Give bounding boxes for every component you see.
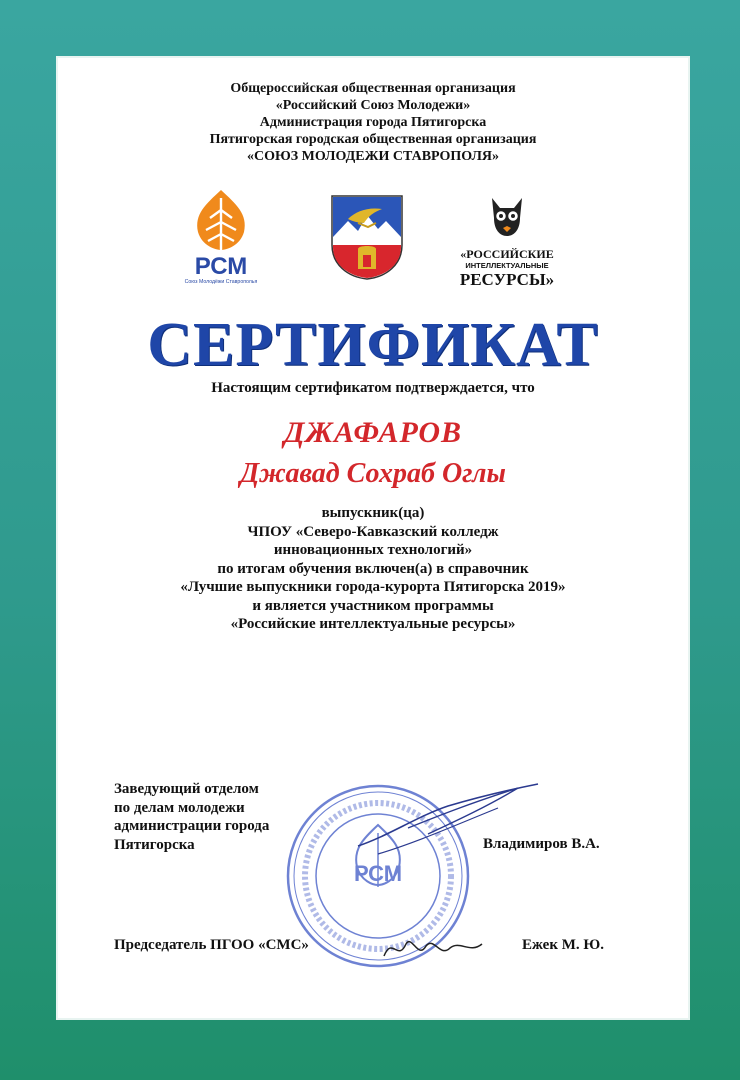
signatory-title-line: администрации города [114, 818, 270, 834]
ri-line1: «РОССИЙСКИЕ [460, 247, 554, 261]
certificate-body [58, 504, 688, 634]
chair-signature [378, 926, 488, 966]
rsm-logo [176, 186, 266, 284]
recipient-fullname: Джавад Сохраб Оглы [240, 458, 506, 489]
header-line: Общероссийская общественная организация [230, 81, 516, 96]
chair-signatory-title: Председатель ПГОО «СМС» [114, 937, 309, 953]
head-signatory-title [114, 780, 269, 854]
header-line: Пятигорская городская общественная организация [209, 132, 537, 147]
signatory-title-line: по делам молодежи [114, 799, 245, 816]
stamp-center-text: РСМ [353, 861, 403, 886]
rsm-logo-text: РСМ [194, 253, 248, 280]
signatory-title-line: Заведующий отделом [114, 781, 259, 797]
organizations-header [58, 80, 688, 165]
intellectual-resources-logo [448, 192, 566, 290]
header-line: «СОЮЗ МОЛОДЕЖИ СТАВРОПОЛЯ» [246, 149, 500, 164]
head-signatory-name: Владимиров В.А. [483, 836, 600, 852]
ri-line2: ИНТЕЛЛЕКТУАЛЬНЫЕ [465, 261, 549, 270]
certificate-sheet [58, 58, 688, 1018]
header-line: Администрация города Пятигорска [259, 115, 487, 130]
ri-line3: РЕСУРСЫ» [459, 270, 555, 289]
body-line: выпускник(ца) [321, 505, 425, 521]
header-line: «Российский Союз Молодежи» [275, 98, 471, 113]
body-line: «Лучшие выпускники города-курорта Пятигорска 2019» [180, 579, 566, 595]
owl-icon [492, 198, 522, 236]
body-line: и является участником программы [252, 597, 494, 614]
signatory-title-line: Пятигорска [114, 836, 195, 853]
city-crest-icon [328, 193, 406, 281]
rsm-logo-caption: Союз Молодёжи Ставрополья [184, 279, 258, 284]
certificate-title: СЕРТИФИКАТ [147, 311, 599, 379]
body-line: «Российские интеллектуальные ресурсы» [230, 616, 516, 632]
body-line: ЧПОУ «Северо-Кавказский колледж [247, 523, 499, 540]
body-line: инновационных технологий» [273, 542, 473, 558]
chair-signatory-name: Ежек М. Ю. [522, 937, 605, 953]
recipient-surname: ДЖАФАРОВ [283, 416, 463, 449]
body-line: по итогам обучения включен(а) в справочник [217, 560, 529, 577]
certificate-subtitle: Настоящим сертификатом подтверждается, что [211, 380, 535, 396]
